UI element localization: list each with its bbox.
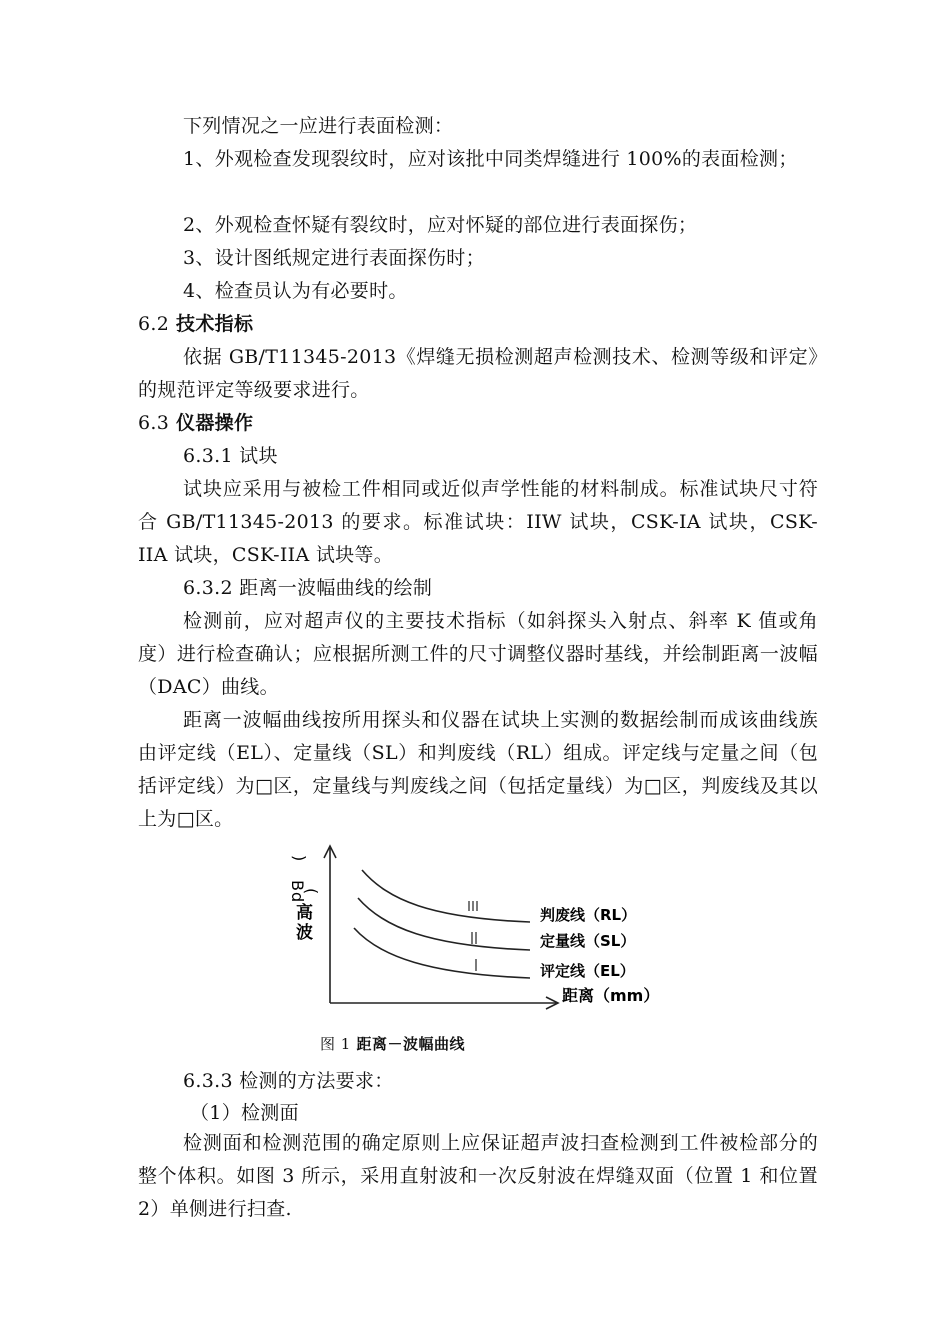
svg-text:d: d xyxy=(288,892,307,903)
list-item-2: 2、外观检查怀疑有裂纹时，应对怀疑的部位进行表面探伤； xyxy=(183,214,698,236)
paragraph-6-3-3: 检测面和检测范围的确定原则上应保证超声波扫查检测到工件被检部分的整个体积。如图 3 所示，采用直射波和一次反射波在焊缝双面（位置 1 和位置 2）单侧进行扫查. xyxy=(138,1132,818,1220)
subheading-6-3-3: 6.3.3 检测的方法要求： xyxy=(183,1070,394,1092)
el-curve-label: 评定线（EL） xyxy=(540,962,635,980)
sl-curve-label: 定量线（SL） xyxy=(540,932,636,950)
paragraph-6-3-2a: 检测前，应对超声仪的主要技术指标（如斜探头入射点、斜率 K 值或角度）进行检查确认；应根据所测工件的尺寸调整仪器时基线，并绘制距离一波幅（DAC）曲线。 xyxy=(138,610,818,698)
intro-paragraph: 下列情况之一应进行表面检测： xyxy=(183,115,454,137)
rl-curve xyxy=(362,870,530,922)
svg-text:B: B xyxy=(288,880,307,891)
section-number: 6.3 xyxy=(138,412,170,434)
zone-ii-marker xyxy=(472,932,476,944)
svg-text:波: 波 xyxy=(296,923,313,943)
figure-caption xyxy=(320,1033,465,1054)
paragraph-6-3-2b: 距离一波幅曲线按所用探头和仪器在试块上实测的数据绘制而成该曲线族由评定线（EL）、定量线（SL）和判废线（RL）组成。评定线与定量之间（包括评定线）为□区，定量线与判废线之间（包括定量线）为□区，判废线及其以上为□区。 xyxy=(138,709,818,830)
subheading-6-3-1: 6.3.1 试块 xyxy=(183,445,278,467)
section-title: 仪器操作 xyxy=(176,412,254,434)
section-heading-6-3 xyxy=(138,407,818,440)
y-axis-label xyxy=(288,855,321,943)
sl-curve xyxy=(358,898,530,950)
subheading-6-3-2: 6.3.2 距离一波幅曲线的绘制 xyxy=(183,577,433,599)
svg-text:高: 高 xyxy=(296,903,313,923)
paragraph-6-2: 依据 GB/T11345-2013《焊缝无损检测超声检测技术、检测等级和评定》的规范评定等级要求进行。 xyxy=(138,346,818,401)
zone-iii-marker xyxy=(469,901,477,911)
section-heading-6-2 xyxy=(138,308,818,341)
dac-curve-figure xyxy=(280,840,680,1055)
list-item-3: 3、设计图纸规定进行表面探伤时； xyxy=(183,247,485,269)
rl-curve-label: 判废线（RL） xyxy=(540,906,637,924)
figure-caption-number: 图 1 xyxy=(320,1035,351,1053)
list-item-1: 1、外观检查发现裂纹时，应对该批中同类焊缝进行 100%的表面检测； xyxy=(183,148,798,170)
svg-text:): ) xyxy=(290,855,309,862)
section-number: 6.2 xyxy=(138,313,170,335)
paragraph-6-3-1: 试块应采用与被检工件相同或近似声学性能的材料制成。标准试块尺寸符合 GB/T11345-2013 的要求。标准试块：IIW 试块，CSK-IA 试块，CSK-IIA 试块，CSK-IIA 试块等。 xyxy=(138,478,818,566)
x-axis-label: 距离（mm） xyxy=(562,986,660,1005)
section-title: 技术指标 xyxy=(176,313,254,335)
list-item-4: 4、检查员认为有必要时。 xyxy=(183,280,408,302)
item-heading-1: （1）检测面 xyxy=(190,1102,299,1124)
figure-caption-text: 距离－波幅曲线 xyxy=(356,1035,466,1053)
el-curve xyxy=(354,928,530,978)
svg-text:(: ( xyxy=(302,888,321,895)
axes xyxy=(324,846,558,1009)
